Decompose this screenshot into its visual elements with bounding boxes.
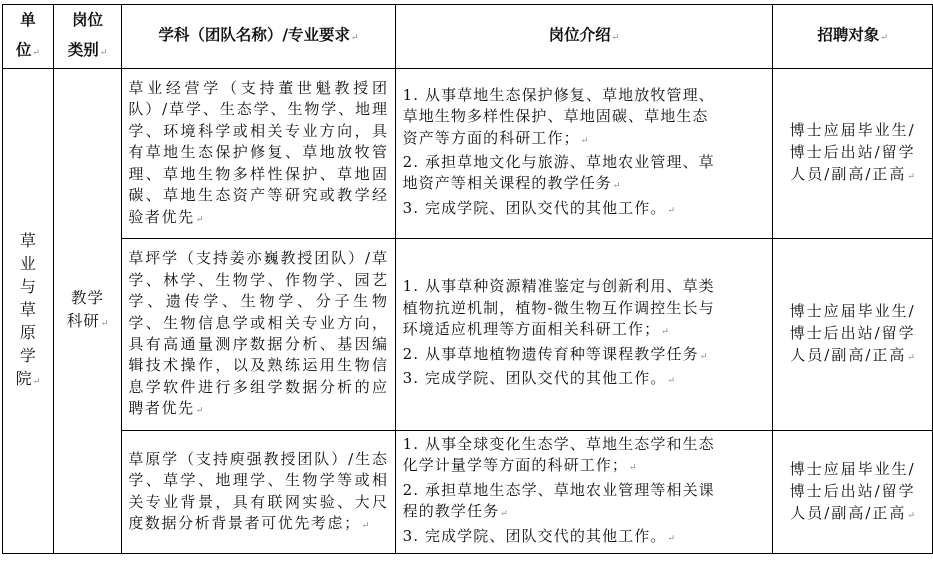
intro-line — [403, 344, 767, 368]
intro-line — [403, 526, 767, 550]
paragraph-mark-icon: ↵ — [667, 376, 676, 387]
paragraph-mark-icon: ↵ — [32, 376, 41, 387]
target-cell — [773, 239, 933, 431]
paragraph-mark-icon: ↵ — [195, 406, 204, 417]
unit-char: 院 — [15, 368, 32, 388]
target-line — [777, 344, 928, 369]
header-category — [53, 5, 122, 69]
intro-text: 2. 从事草地植物遗传育种等课程教学任务 — [402, 344, 699, 363]
paragraph-mark-icon: ↵ — [612, 181, 621, 192]
intro-line — [403, 455, 767, 479]
intro-line — [403, 173, 767, 197]
target-line: 博士后出站/留学 — [789, 481, 916, 500]
table-row — [3, 431, 933, 554]
target-line: 博士后出站/留学 — [789, 324, 916, 342]
target-line: 博士后出站/留学 — [789, 143, 916, 161]
intro-text: 3. 完成学院、团队交代的其他工作。 — [402, 526, 667, 545]
category-line2 — [54, 310, 122, 336]
table-row — [3, 69, 933, 239]
intro-line: 1. 从事草地生态保护修复、草地放牧管理、 — [402, 85, 715, 104]
header-unit-line2 — [3, 35, 53, 68]
intro-line — [403, 368, 767, 392]
intro-line — [403, 128, 767, 152]
category-line1: 教学 — [71, 288, 105, 307]
unit-char: 原 — [19, 322, 36, 342]
unit-cell — [3, 69, 54, 554]
intro-cell — [395, 431, 773, 554]
subject-text: 草原学（支持庾强教授团队）/生态学、草学、地理学、生物学等或相关专业背景，具有联网实验、大尺度数据分析背景者可优先考虑； — [128, 449, 389, 532]
target-line: 博士应届毕业生/ — [789, 302, 916, 320]
paragraph-mark-icon: ↵ — [99, 48, 108, 58]
paragraph-mark-icon: ↵ — [100, 318, 109, 329]
intro-text: 3. 完成学院、团队交代的其他工作。 — [402, 198, 667, 217]
header-unit — [3, 5, 54, 69]
paragraph-mark-icon: ↵ — [907, 172, 915, 182]
subject-cell — [122, 431, 395, 554]
paragraph-mark-icon: ↵ — [629, 463, 637, 474]
paragraph-mark-icon: ↵ — [661, 327, 669, 338]
header-row — [3, 5, 933, 69]
intro-line — [403, 198, 767, 222]
header-intro-text: 岗位介绍 — [548, 25, 611, 44]
intro-text: 环境适应机理等方面相关科研工作； — [402, 320, 661, 339]
intro-cell — [395, 69, 773, 239]
paragraph-mark-icon: ↵ — [500, 509, 508, 520]
target-line — [777, 163, 928, 188]
intro-line: 1. 从事全球变化生态学、草地生态学和生态 — [402, 434, 715, 453]
intro-line: 植物抗逆机制，植物-微生物互作调控生长与 — [402, 298, 715, 317]
intro-text: 地资产等相关课程的教学任务 — [402, 174, 612, 193]
subject-text: 草业经营学（支持董世魁教授团队）/草学、生态学、生物学、地理学、环境科学或相关专业方向，具有草地生态保护修复、草地放牧管理、草地生物多样性保护、草地固碳、草地生态资产等研究或教学经验者优先 — [128, 79, 389, 226]
table-row — [3, 239, 933, 431]
header-unit-text: 位 — [15, 40, 32, 59]
header-intro — [395, 5, 773, 69]
header-target — [773, 5, 933, 69]
header-unit-line1: 单 — [20, 10, 36, 29]
paragraph-mark-icon: ↵ — [907, 510, 915, 521]
paragraph-mark-icon: ↵ — [32, 48, 40, 58]
intro-cell — [395, 239, 773, 431]
paragraph-mark-icon: ↵ — [667, 533, 676, 544]
unit-char: 与 — [19, 276, 36, 296]
paragraph-mark-icon: ↵ — [361, 520, 370, 531]
paragraph-mark-icon: ↵ — [195, 214, 204, 225]
target-text: 人员/副高/正高 — [790, 503, 907, 522]
intro-line: 1. 从事草种资源精准鉴定与创新利用、草类 — [402, 277, 715, 296]
intro-line — [403, 501, 767, 525]
target-line — [777, 502, 928, 527]
target-cell — [773, 431, 933, 554]
category-text: 科研 — [66, 311, 100, 330]
category-cell — [53, 69, 122, 554]
target-text: 人员/副高/正高 — [790, 346, 907, 364]
unit-char: 草 — [19, 299, 36, 319]
recruitment-table — [2, 4, 933, 554]
intro-line — [403, 319, 767, 343]
paragraph-mark-icon: ↵ — [611, 33, 620, 43]
unit-char-last — [3, 367, 53, 394]
target-line: 博士应届毕业生/ — [789, 459, 916, 478]
unit-char: 草 — [19, 230, 36, 250]
header-subject — [122, 5, 395, 69]
header-category-line1: 岗位 — [72, 10, 104, 29]
header-subject-text: 学科（团队名称）/专业要求 — [158, 25, 351, 44]
intro-line: 草地生物多样性保护、草地固碳、草地生态 — [402, 107, 709, 126]
intro-text: 化学计量学等方面的科研工作； — [402, 456, 628, 475]
paragraph-mark-icon: ↵ — [351, 33, 359, 43]
paragraph-mark-icon: ↵ — [667, 205, 676, 216]
header-category-text: 类别 — [67, 40, 99, 59]
target-text: 人员/副高/正高 — [790, 165, 907, 183]
header-category-line2 — [54, 35, 122, 68]
subject-cell — [122, 69, 395, 239]
unit-char: 学 — [19, 345, 36, 365]
paragraph-mark-icon: ↵ — [580, 135, 589, 146]
subject-cell — [122, 239, 395, 431]
paragraph-mark-icon: ↵ — [907, 353, 915, 363]
subject-text: 草坪学（支持姜亦巍教授团队）/草学、林学、生物学、作物学、园艺学、遗传学、生物学、分子生物学、生物信息学或相关专业方向，具有高通量测序数据分析、基因编辑技术操作，以及熟练运用生物信息学软件进行多组学数据分析的应聘者优先 — [128, 249, 389, 418]
intro-text: 3. 完成学院、团队交代的其他工作。 — [402, 369, 667, 388]
intro-text: 资产等方面的科研工作； — [402, 128, 580, 147]
intro-text: 程的教学任务 — [402, 502, 500, 521]
target-cell — [773, 69, 933, 239]
intro-line: 2. 承担草地文化与旅游、草地农业管理、草 — [402, 153, 715, 171]
paragraph-mark-icon: ↵ — [880, 33, 888, 43]
paragraph-mark-icon: ↵ — [699, 351, 708, 362]
unit-char: 业 — [19, 253, 36, 273]
target-line: 博士应届毕业生/ — [789, 121, 916, 139]
header-target-text: 招聘对象 — [817, 25, 880, 44]
intro-line: 2. 承担草地生态学、草地农业管理等相关课 — [402, 480, 715, 499]
